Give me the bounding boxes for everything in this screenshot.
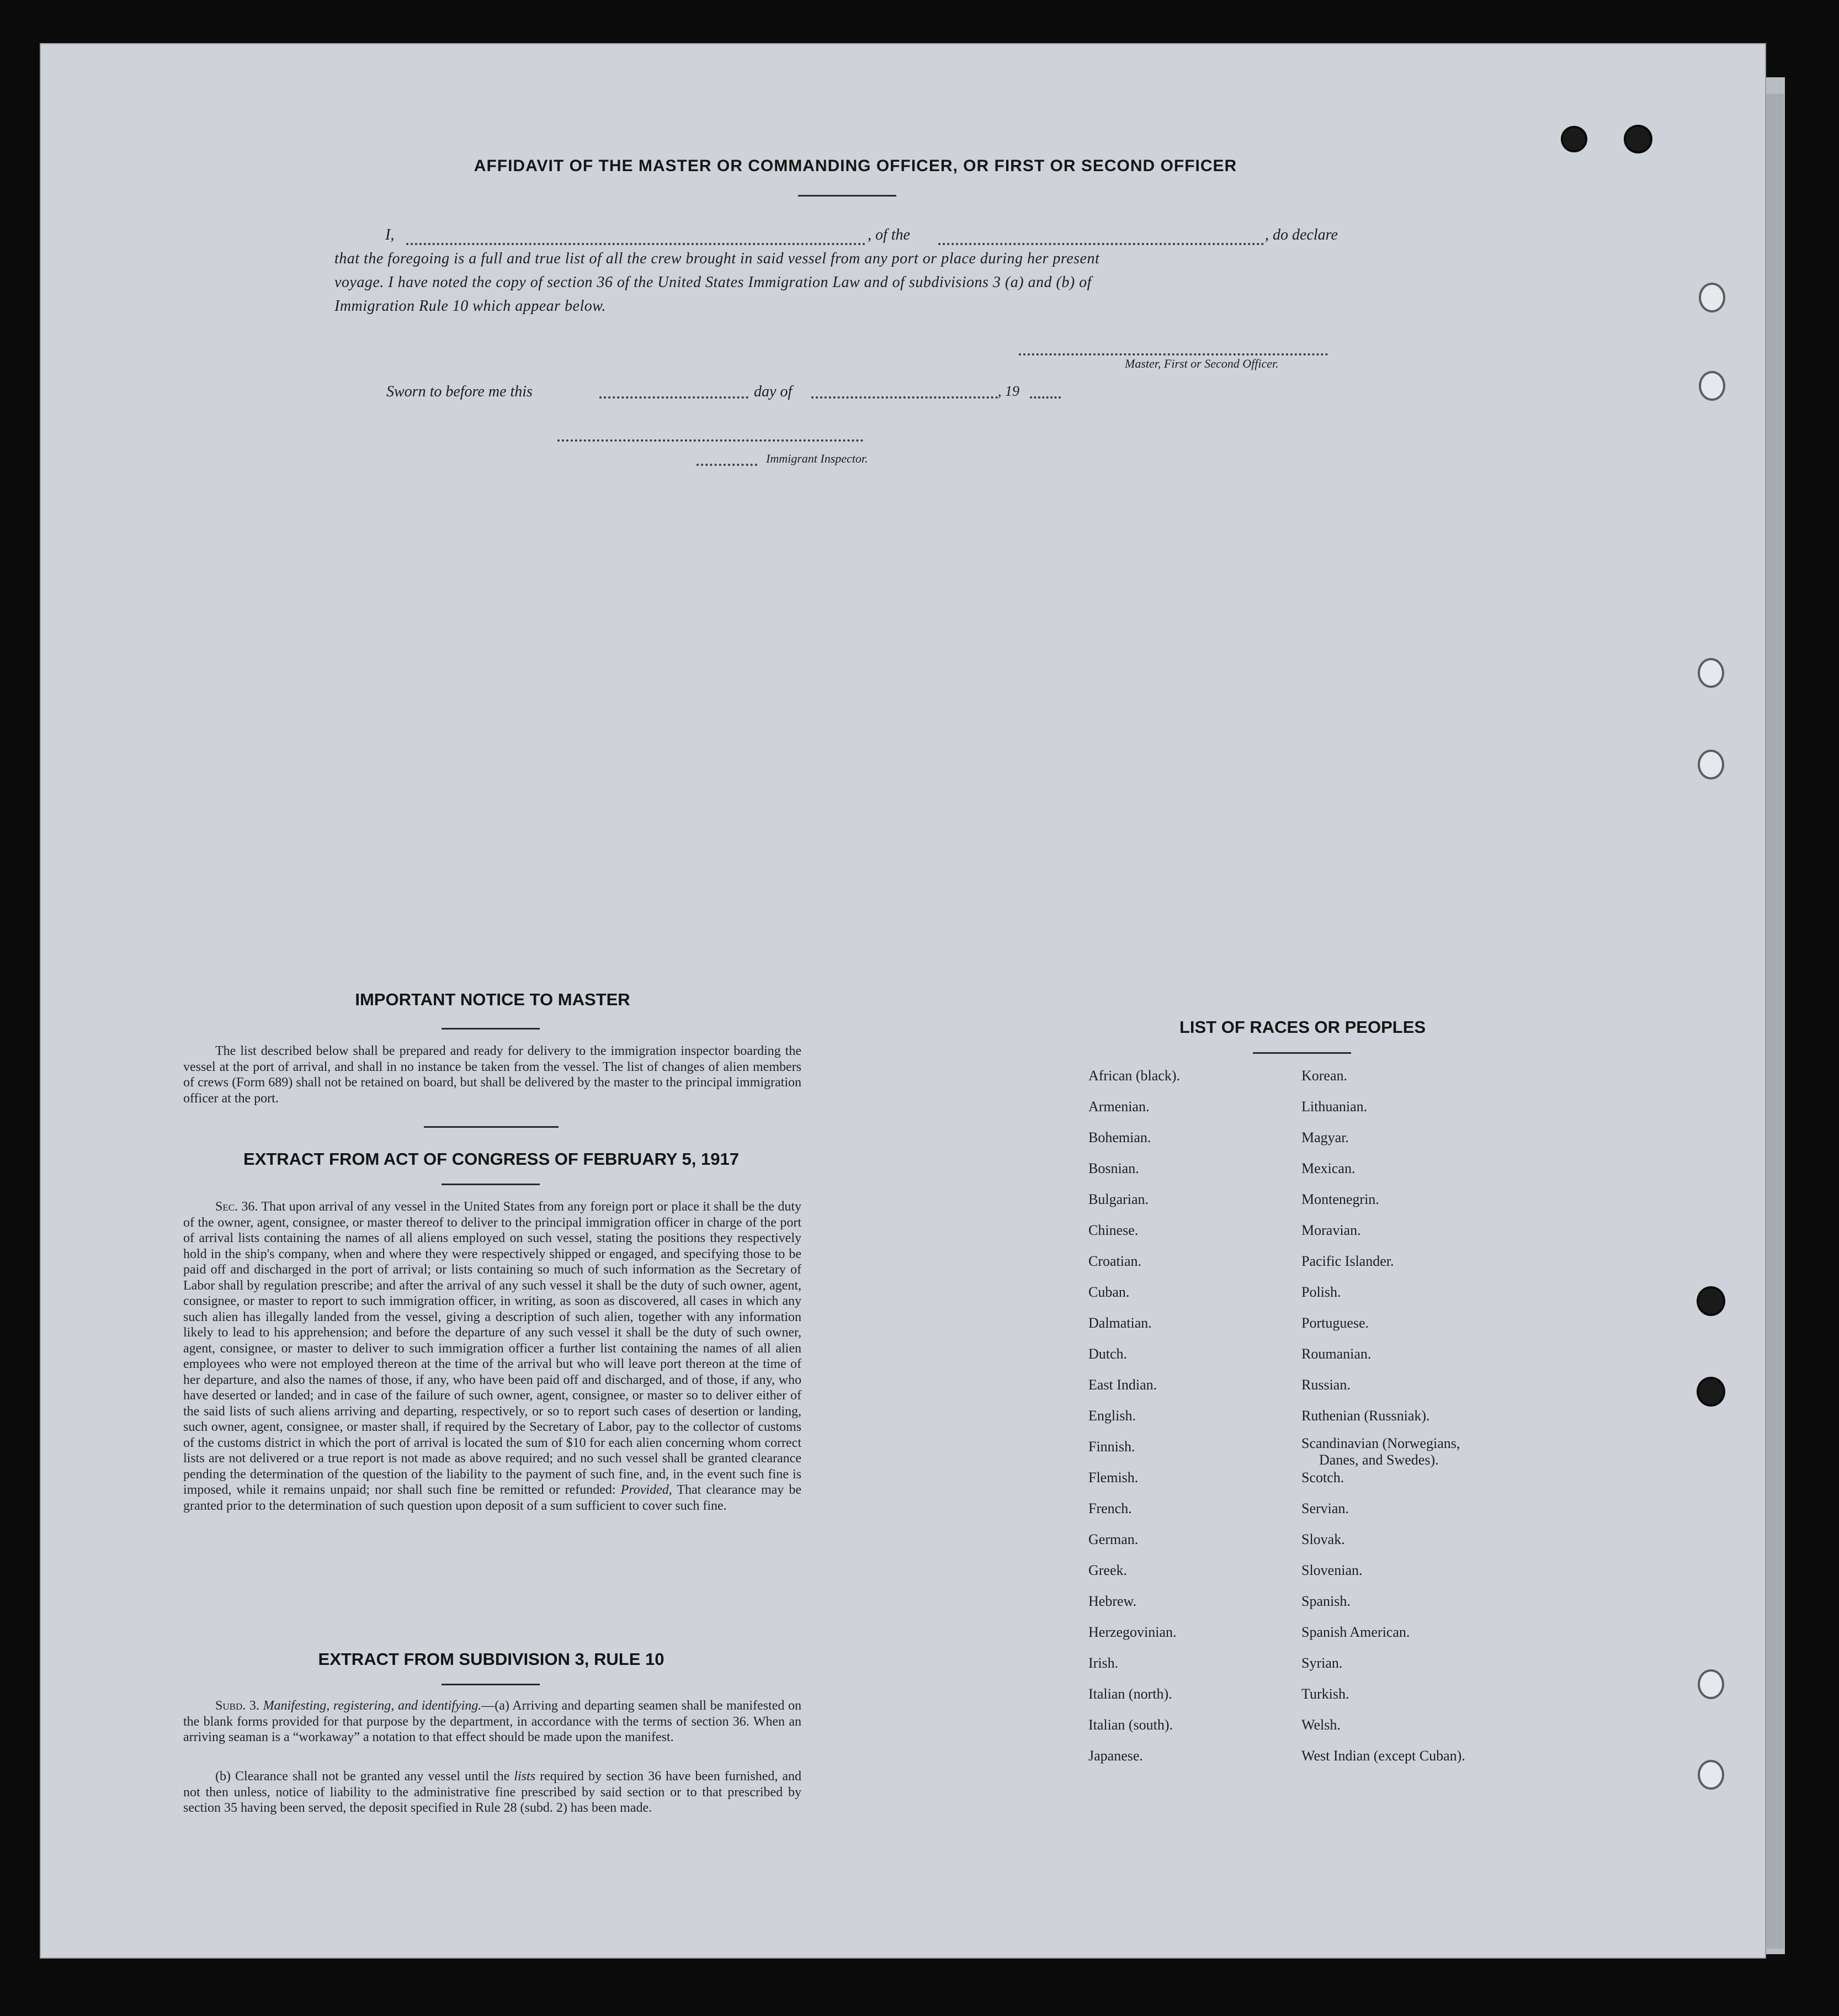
race-item: Finnish. bbox=[1088, 1439, 1135, 1455]
race-item: Croatian. bbox=[1088, 1253, 1142, 1269]
race-item: Bulgarian. bbox=[1088, 1191, 1149, 1207]
punch-hole bbox=[1697, 1377, 1725, 1407]
race-item: Spanish. bbox=[1301, 1593, 1351, 1609]
binder-hole bbox=[1698, 750, 1724, 779]
binder-hole bbox=[1699, 371, 1725, 401]
race-item: Japanese. bbox=[1088, 1748, 1143, 1764]
sec-label: Sec. 36. bbox=[215, 1200, 258, 1214]
race-item: Montenegrin. bbox=[1301, 1191, 1379, 1207]
race-item: Polish. bbox=[1301, 1284, 1341, 1300]
master-signature-label: Master, First or Second Officer. bbox=[1125, 357, 1279, 370]
rule-extract-b bbox=[183, 1769, 801, 1816]
notice-text: The list described below shall be prepared and ready for delivery to the immigration inspector boarding the vessel at the port of arrival, and shall in no instance be taken from the vessel. The list of changes of alien members of crews (Form 689) shall not be retained on board, but shall be delivered by the master to the principal immigration officer at the port. bbox=[183, 1044, 801, 1106]
sworn-day-blank[interactable] bbox=[599, 396, 748, 399]
sec-body-end: That clearance may be granted prior to the determination of such question upon deposit of a sum sufficient to cover such fine. bbox=[183, 1483, 802, 1513]
act-extract-text bbox=[183, 1199, 801, 1514]
punch-hole bbox=[1624, 125, 1652, 153]
race-item: Korean. bbox=[1301, 1068, 1348, 1084]
rule-extract-a bbox=[183, 1698, 801, 1746]
b-text-2: required by section 36 have been furnished, and not then unless, notice of liability to the administrative fine prescribed by said section or to that prescribed by section 35 having been served, the deposit specified in Rule 28 (subd. 2) has been made. bbox=[183, 1769, 802, 1815]
sec-body: That upon arrival of any vessel in the United States from any foreign port or place it shall be the duty of the owner, agent, consignee, or master thereof to deliver to the principal immigration officer in charge of the port of arrival lists containing the names of all aliens employed on such vessel, stating the positions they respectively hold in the ship's company, when and where they were respectively shipped or engaged, and specifying those to be paid off and discharged in the port of arrival; or lists containing so much of such information as the Secretary of Labor shall by regulation prescribe; and after the arrival of any such vessel it shall be the duty of such owner, agent, consignee, or master to report to such immigration officer, in writing, as soon as discovered, all cases in which any such alien has illegally landed from the vessel, giving a description of such alien, together with any information likely to lead to his apprehension; and before the departure of any such vessel it shall be the duty of such owner, agent, consignee, or master to deliver to such immigration officer a further list containing the names of all alien employees who were not employed thereon at the time of the arrival but who will leave port thereon at the time of her departure, and also the names of those, if any, who have been paid off and discharged, and of those, if any, who have deserted or landed; and in case of the failure of such owner, agent, consignee, or master so to deliver either of the said lists of such aliens arriving and departing, respectively, or so to report such cases of desertion or landing, such owner, agent, consignee, or master shall, if required by the Secretary of Labor, pay to the collector of customs of the customs district in which the port of arrival is located the sum of $10 for each alien concerning whom correct lists are not delivered or a true report is not made as above required; and no such vessel shall be granted clearance pending the determination of the question of the liability to the payment of such fine, and, in the event such fine is imposed, while it remains unpaid; nor shall such fine be remitted or refunded: bbox=[183, 1200, 801, 1497]
section-divider bbox=[424, 1126, 559, 1128]
a-label: —(a) bbox=[481, 1699, 509, 1713]
document-page bbox=[40, 43, 1766, 1959]
race-item: Mexican. bbox=[1301, 1160, 1356, 1176]
b-lists: lists bbox=[514, 1769, 536, 1784]
race-item: Magyar. bbox=[1301, 1129, 1349, 1145]
binder-hole bbox=[1698, 658, 1724, 688]
title-underline bbox=[798, 195, 896, 197]
sworn-prefix: Sworn to before me this bbox=[386, 383, 533, 400]
affidavit-line1-declare: , do declare bbox=[1265, 226, 1338, 243]
subd-heading: Manifesting, registering, and identifying. bbox=[263, 1699, 482, 1713]
race-item: Lithuanian. bbox=[1301, 1099, 1368, 1115]
sworn-month-blank[interactable] bbox=[811, 396, 998, 399]
act-extract-title: EXTRACT FROM ACT OF CONGRESS OF FEBRUARY 5, 1917 bbox=[243, 1149, 739, 1169]
race-item: Russian. bbox=[1301, 1377, 1351, 1393]
inspector-signature-line[interactable] bbox=[557, 439, 863, 442]
sworn-year-blank[interactable] bbox=[1030, 396, 1061, 399]
punch-hole bbox=[1561, 126, 1587, 152]
race-item: German. bbox=[1088, 1531, 1139, 1547]
race-item: Ruthenian (Russniak). bbox=[1301, 1408, 1430, 1424]
race-item: Italian (south). bbox=[1088, 1717, 1173, 1733]
rule-extract-underline bbox=[442, 1684, 540, 1685]
race-item: Cuban. bbox=[1088, 1284, 1130, 1300]
subd-label: Subd. 3. bbox=[215, 1699, 259, 1713]
race-item: Italian (north). bbox=[1088, 1686, 1172, 1702]
binder-hole bbox=[1698, 1669, 1724, 1699]
provided-label: Provided, bbox=[620, 1483, 672, 1497]
name-blank-line[interactable] bbox=[406, 243, 865, 245]
race-item: Scandinavian (Norwegians, bbox=[1301, 1435, 1460, 1451]
notice-underline bbox=[442, 1028, 540, 1030]
sworn-year: , 19 bbox=[998, 383, 1019, 399]
sworn-day-of: day of bbox=[754, 383, 793, 400]
race-item: Slovak. bbox=[1301, 1531, 1345, 1547]
affidavit-line1-i: I, bbox=[385, 226, 395, 243]
race-item: Spanish American. bbox=[1301, 1624, 1410, 1640]
race-item: African (black). bbox=[1088, 1068, 1181, 1084]
affidavit-line3: voyage. I have noted the copy of section 36 of the United States Immigration Law and of subdivisions 3 (a) and (b) of bbox=[334, 274, 1092, 291]
race-item: Servian. bbox=[1301, 1500, 1349, 1516]
races-title: LIST OF RACES OR PEOPLES bbox=[1179, 1017, 1426, 1037]
race-item: Greek. bbox=[1088, 1562, 1128, 1578]
b-label: (b) bbox=[215, 1769, 231, 1784]
vessel-blank-line[interactable] bbox=[938, 243, 1264, 245]
affidavit-line2: that the foregoing is a full and true list of all the crew brought in said vessel from any port or place during her present bbox=[334, 250, 1100, 267]
b-text-1: Clearance shall not be granted any vessel until the bbox=[235, 1769, 510, 1784]
notice-title: IMPORTANT NOTICE TO MASTER bbox=[355, 990, 630, 1009]
race-item: Dalmatian. bbox=[1088, 1315, 1152, 1331]
binder-hole bbox=[1699, 283, 1725, 312]
race-item: Armenian. bbox=[1088, 1099, 1150, 1115]
race-item: West Indian (except Cuban). bbox=[1301, 1748, 1465, 1764]
race-item: Dutch. bbox=[1088, 1346, 1128, 1362]
race-item: French. bbox=[1088, 1500, 1132, 1516]
race-item: Chinese. bbox=[1088, 1222, 1139, 1238]
a-text: Arriving and departing seamen shall be manifested on the blank forms provided for that purpose by the department, in accordance with the terms of section 36. When an arriving seaman is a “workaway” a notation to that effect should be made upon the manifest. bbox=[183, 1699, 801, 1744]
race-item: Bosnian. bbox=[1088, 1160, 1139, 1176]
race-item: Moravian. bbox=[1301, 1222, 1361, 1238]
act-extract-underline bbox=[442, 1184, 540, 1185]
master-signature-line[interactable] bbox=[1019, 353, 1328, 356]
race-item: Roumanian. bbox=[1301, 1346, 1372, 1362]
races-underline bbox=[1253, 1052, 1351, 1054]
rule-extract-title: EXTRACT FROM SUBDIVISION 3, RULE 10 bbox=[318, 1649, 665, 1669]
inspector-label: Immigrant Inspector. bbox=[766, 452, 868, 465]
race-item: Welsh. bbox=[1301, 1717, 1341, 1733]
affidavit-title: AFFIDAVIT OF THE MASTER OR COMMANDING OFFICER, OR FIRST OR SECOND OFFICER bbox=[474, 157, 1237, 175]
race-item: Pacific Islander. bbox=[1301, 1253, 1394, 1269]
inspector-prefix-dots bbox=[697, 464, 757, 466]
race-item: Hebrew. bbox=[1088, 1593, 1137, 1609]
affidavit-line1-of-the: , of the bbox=[868, 226, 910, 243]
race-item: Bohemian. bbox=[1088, 1129, 1151, 1145]
punch-hole bbox=[1697, 1286, 1725, 1316]
race-item: Scotch. bbox=[1301, 1469, 1344, 1486]
affidavit-line4: Immigration Rule 10 which appear below. bbox=[334, 298, 606, 315]
race-item: Slovenian. bbox=[1301, 1562, 1363, 1578]
binder-hole bbox=[1698, 1760, 1724, 1790]
race-item: Flemish. bbox=[1088, 1469, 1139, 1486]
race-item: Portuguese. bbox=[1301, 1315, 1369, 1331]
race-item: Irish. bbox=[1088, 1655, 1119, 1671]
race-item: Syrian. bbox=[1301, 1655, 1343, 1671]
race-item: Herzegovinian. bbox=[1088, 1624, 1177, 1640]
race-item: Danes, and Swedes). bbox=[1319, 1452, 1439, 1468]
race-item: Turkish. bbox=[1301, 1686, 1349, 1702]
race-item: East Indian. bbox=[1088, 1377, 1157, 1393]
race-item: English. bbox=[1088, 1408, 1136, 1424]
